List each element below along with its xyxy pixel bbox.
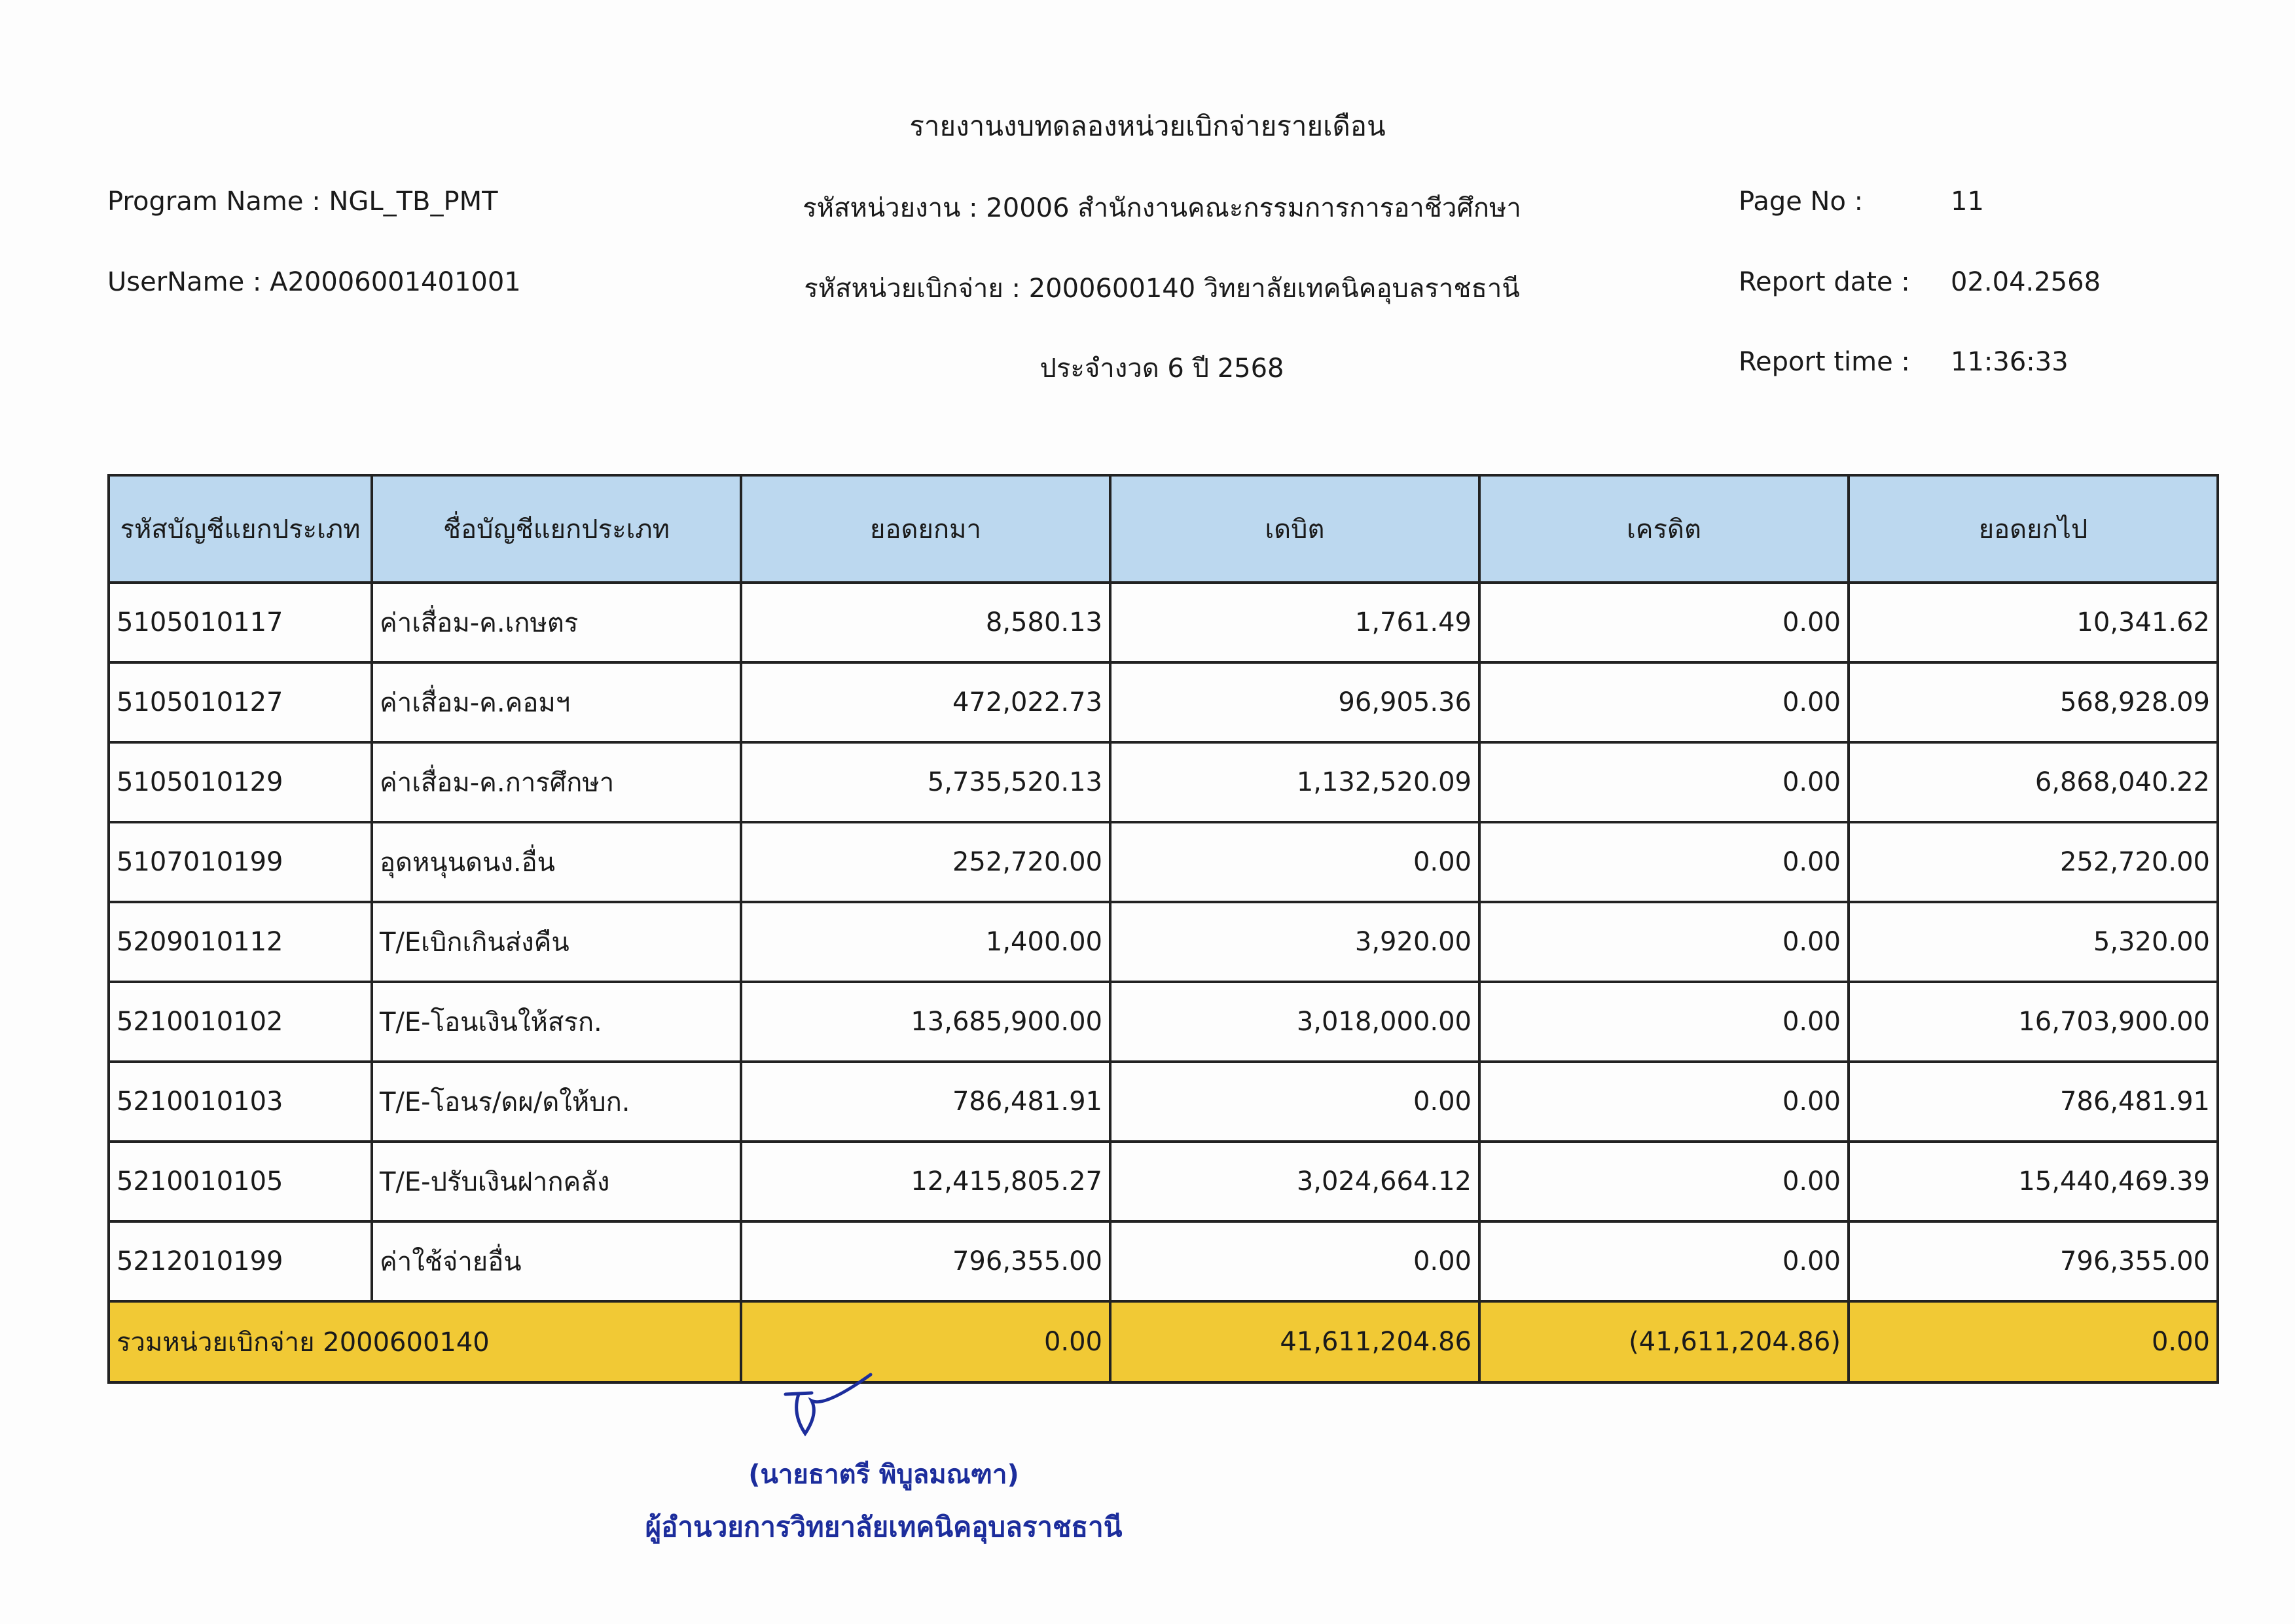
cell-brought-forward: 8,580.13 xyxy=(741,583,1110,662)
cell-debit: 1,132,520.09 xyxy=(1110,742,1479,822)
cell-debit: 3,920.00 xyxy=(1110,902,1479,982)
table-row xyxy=(109,742,2218,822)
username: UserName : A20006001401001 xyxy=(107,267,521,297)
disbursing-unit-code: รหัสหน่วยเบิกจ่าย : 2000600140 วิทยาลัยเทคนิคอุบลราชธานี xyxy=(804,274,1520,304)
table-row xyxy=(109,583,2218,662)
cell-account-name: T/E-โอนเงินให้สรก. xyxy=(372,982,741,1062)
report-date-label: Report date : xyxy=(1739,267,1910,297)
cell-account-code: 5105010129 xyxy=(109,742,372,822)
header-carried-forward: ยอดยกไป xyxy=(1849,475,2218,583)
cell-credit: 0.00 xyxy=(1479,822,1849,902)
cell-debit: 0.00 xyxy=(1110,1062,1479,1142)
agency-code: รหัสหน่วยงาน : 20006 สำนักงานคณะกรรมการการอาชีวศึกษา xyxy=(803,193,1521,223)
total-carried-forward: 0.00 xyxy=(1849,1301,2218,1382)
cell-carried-forward: 796,355.00 xyxy=(1849,1221,2218,1301)
header-account-code: รหัสบัญชีแยกประเภท xyxy=(109,475,372,583)
cell-account-code: 5210010102 xyxy=(109,982,372,1062)
cell-debit: 0.00 xyxy=(1110,1221,1479,1301)
cell-account-name: T/Eเบิกเกินส่งคืน xyxy=(372,902,741,982)
total-row xyxy=(109,1301,2218,1382)
cell-brought-forward: 252,720.00 xyxy=(741,822,1110,902)
report-date-value: 02.04.2568 xyxy=(1951,267,2101,297)
cell-brought-forward: 472,022.73 xyxy=(741,662,1110,742)
cell-credit: 0.00 xyxy=(1479,1062,1849,1142)
cell-account-code: 5105010117 xyxy=(109,583,372,662)
page-no-value: 11 xyxy=(1951,187,1984,217)
handwritten-signature xyxy=(772,1368,877,1447)
cell-brought-forward: 5,735,520.13 xyxy=(741,742,1110,822)
cell-carried-forward: 16,703,900.00 xyxy=(1849,982,2218,1062)
header-account-name: ชื่อบัญชีแยกประเภท xyxy=(372,475,741,583)
cell-carried-forward: 568,928.09 xyxy=(1849,662,2218,742)
table-body xyxy=(109,583,2218,1301)
cell-carried-forward: 5,320.00 xyxy=(1849,902,2218,982)
trial-balance-table xyxy=(107,474,2219,1384)
cell-account-name: ค่าเสื่อม-ค.คอมฯ xyxy=(372,662,741,742)
cell-credit: 0.00 xyxy=(1479,982,1849,1062)
cell-account-name: ค่าใช้จ่ายอื่น xyxy=(372,1221,741,1301)
cell-credit: 0.00 xyxy=(1479,662,1849,742)
cell-account-code: 5210010103 xyxy=(109,1062,372,1142)
report-period: ประจำงวด 6 ปี 2568 xyxy=(1039,353,1284,384)
cell-account-name: ค่าเสื่อม-ค.การศึกษา xyxy=(372,742,741,822)
cell-brought-forward: 786,481.91 xyxy=(741,1062,1110,1142)
cell-carried-forward: 6,868,040.22 xyxy=(1849,742,2218,822)
cell-account-name: ค่าเสื่อม-ค.เกษตร xyxy=(372,583,741,662)
cell-brought-forward: 1,400.00 xyxy=(741,902,1110,982)
table-row xyxy=(109,1062,2218,1142)
cell-credit: 0.00 xyxy=(1479,742,1849,822)
cell-account-code: 5209010112 xyxy=(109,902,372,982)
cell-carried-forward: 10,341.62 xyxy=(1849,583,2218,662)
signer-title: ผู้อำนวยการวิทยาลัยเทคนิคอุบลราชธานี xyxy=(645,1511,1123,1543)
table-header-row xyxy=(109,475,2218,583)
program-name: Program Name : NGL_TB_PMT xyxy=(107,187,498,217)
header-credit: เครดิต xyxy=(1479,475,1849,583)
signer-name: (นายธาตรี พิบูลมณฑา) xyxy=(748,1460,1019,1490)
report-time-label: Report time : xyxy=(1739,347,1910,377)
cell-debit: 3,018,000.00 xyxy=(1110,982,1479,1062)
cell-debit: 3,024,664.12 xyxy=(1110,1142,1479,1221)
header-brought-forward: ยอดยกมา xyxy=(741,475,1110,583)
cell-account-name: T/E-โอนร/ดผ/ดให้บก. xyxy=(372,1062,741,1142)
total-debit: 41,611,204.86 xyxy=(1110,1301,1479,1382)
cell-account-code: 5210010105 xyxy=(109,1142,372,1221)
total-credit: (41,611,204.86) xyxy=(1479,1301,1849,1382)
cell-carried-forward: 252,720.00 xyxy=(1849,822,2218,902)
total-brought-forward: 0.00 xyxy=(741,1301,1110,1382)
cell-debit: 96,905.36 xyxy=(1110,662,1479,742)
cell-debit: 0.00 xyxy=(1110,822,1479,902)
cell-account-name: อุดหนุนดนง.อื่น xyxy=(372,822,741,902)
header-debit: เดบิต xyxy=(1110,475,1479,583)
cell-credit: 0.00 xyxy=(1479,902,1849,982)
cell-carried-forward: 786,481.91 xyxy=(1849,1062,2218,1142)
cell-account-name: T/E-ปรับเงินฝากคลัง xyxy=(372,1142,741,1221)
report-time-value: 11:36:33 xyxy=(1951,347,2069,377)
table-row xyxy=(109,1142,2218,1221)
cell-account-code: 5105010127 xyxy=(109,662,372,742)
cell-debit: 1,761.49 xyxy=(1110,583,1479,662)
cell-carried-forward: 15,440,469.39 xyxy=(1849,1142,2218,1221)
table-row xyxy=(109,902,2218,982)
cell-account-code: 5107010199 xyxy=(109,822,372,902)
cell-brought-forward: 12,415,805.27 xyxy=(741,1142,1110,1221)
table-row xyxy=(109,1221,2218,1301)
table-row xyxy=(109,982,2218,1062)
cell-credit: 0.00 xyxy=(1479,1142,1849,1221)
cell-credit: 0.00 xyxy=(1479,583,1849,662)
cell-account-code: 5212010199 xyxy=(109,1221,372,1301)
report-title: รายงานงบทดลองหน่วยเบิกจ่ายรายเดือน xyxy=(909,110,1386,142)
page-no-label: Page No : xyxy=(1739,187,1864,217)
total-label: รวมหน่วยเบิกจ่าย 2000600140 xyxy=(109,1301,741,1382)
cell-credit: 0.00 xyxy=(1479,1221,1849,1301)
table-row xyxy=(109,822,2218,902)
cell-brought-forward: 13,685,900.00 xyxy=(741,982,1110,1062)
cell-brought-forward: 796,355.00 xyxy=(741,1221,1110,1301)
table-row xyxy=(109,662,2218,742)
